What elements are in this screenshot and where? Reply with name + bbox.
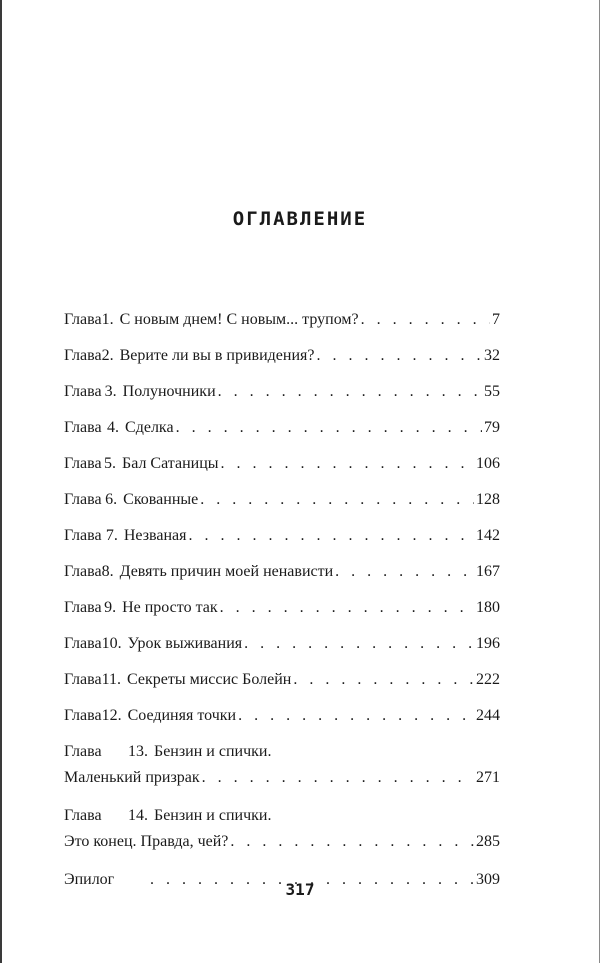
- toc-entry[interactable]: [64, 454, 500, 474]
- toc-entry[interactable]: [64, 634, 500, 654]
- toc-entry[interactable]: [64, 310, 500, 330]
- toc-entry[interactable]: [64, 526, 500, 546]
- page-number: 285: [476, 833, 500, 850]
- toc-entry[interactable]: [64, 418, 500, 438]
- leader-dots: [221, 454, 474, 474]
- chapter-number: 13.: [128, 743, 148, 760]
- leader-dots: [361, 310, 490, 330]
- entry-label: Глава: [64, 743, 102, 760]
- chapter-title: Бензин и спички.: [154, 743, 272, 760]
- chapter-number: 8.: [101, 563, 114, 580]
- table-of-contents: [64, 310, 500, 888]
- chapter-number: 12.: [101, 707, 122, 724]
- leader-dots: [244, 634, 474, 654]
- chapter-number: 6.: [105, 491, 118, 508]
- toc-entry[interactable]: [64, 346, 500, 366]
- entry-label: Эпилог: [64, 871, 115, 888]
- chapter-number: 5.: [104, 455, 117, 472]
- chapter-title: Сделка: [125, 419, 174, 436]
- entry-label: Глава: [64, 707, 102, 724]
- page-number: 32: [484, 347, 500, 364]
- leader-dots: [230, 832, 474, 852]
- entry-label: Глава: [64, 563, 102, 580]
- chapter-title: Не просто так: [122, 599, 218, 616]
- leader-dots: [316, 346, 482, 366]
- chapter-title: Секреты миссис Болейн: [126, 671, 292, 688]
- entry-label: Глава: [64, 527, 102, 544]
- entry-label: Глава: [64, 635, 102, 652]
- leader-dots: [176, 418, 482, 438]
- entry-label: Глава: [64, 383, 102, 400]
- entry-label: Глава: [64, 491, 102, 508]
- chapter-title: Скованные: [123, 491, 199, 508]
- toc-entry[interactable]: [64, 382, 500, 402]
- toc-entry[interactable]: [64, 490, 500, 510]
- page-number: 7: [492, 311, 500, 328]
- toc-entry[interactable]: [64, 706, 500, 726]
- chapter-title-continuation: Маленький призрак: [64, 769, 200, 786]
- chapter-number: 9.: [104, 599, 117, 616]
- leader-dots: [218, 382, 482, 402]
- toc-entry[interactable]: [64, 742, 500, 788]
- leader-dots: [202, 768, 474, 788]
- chapter-number: 14.: [128, 807, 148, 824]
- entry-label: Глава: [64, 455, 102, 472]
- toc-entry[interactable]: [64, 598, 500, 618]
- toc-entry[interactable]: [64, 806, 500, 852]
- chapter-title: Соединяя точки: [127, 707, 237, 724]
- chapter-title: Девять причин моей ненависти: [119, 563, 334, 580]
- chapter-title: Урок выживания: [127, 635, 243, 652]
- entry-label: Глава: [64, 419, 102, 436]
- page-number: 180: [476, 599, 500, 616]
- page-number: 271: [476, 769, 500, 786]
- chapter-number: 7.: [105, 527, 118, 544]
- leader-dots: [220, 598, 474, 618]
- chapter-number: 3.: [104, 383, 117, 400]
- page-number: 142: [476, 527, 500, 544]
- toc-entry[interactable]: [64, 670, 500, 690]
- chapter-title: Бал Сатаницы: [122, 455, 219, 472]
- chapter-number: 2.: [101, 347, 114, 364]
- page-number: 309: [476, 871, 500, 888]
- entry-label: Глава: [64, 311, 102, 328]
- chapter-number: 11.: [101, 671, 121, 688]
- chapter-number: 10.: [101, 635, 122, 652]
- leader-dots: [335, 562, 474, 582]
- page-number: 79: [484, 419, 500, 436]
- chapter-title: Бензин и спички.: [154, 807, 272, 824]
- page-number: 167: [476, 563, 500, 580]
- entry-label: Глава: [64, 671, 102, 688]
- chapter-title: Верите ли вы в привидения?: [119, 347, 315, 364]
- page-number: 196: [476, 635, 500, 652]
- chapter-title: С новым днем! С новым... трупом?: [119, 311, 359, 328]
- page-title: ОГЛАВЛЕНИЕ: [232, 208, 368, 230]
- page-number: 128: [476, 491, 500, 508]
- leader-dots: [238, 706, 474, 726]
- entry-label: Глава: [64, 347, 102, 364]
- page-folio-number: 317: [285, 880, 315, 899]
- page-left-edge: [0, 0, 2, 963]
- chapter-title: Незваная: [123, 527, 187, 544]
- chapter-number: 1.: [101, 311, 114, 328]
- page-number: 222: [476, 671, 500, 688]
- chapter-number: 4.: [107, 419, 120, 436]
- leader-dots: [188, 526, 474, 546]
- chapter-title: Полуночники: [122, 383, 216, 400]
- chapter-title-continuation: Это конец. Правда, чей?: [64, 833, 229, 850]
- page-number: 55: [484, 383, 500, 400]
- leader-dots: [200, 490, 474, 510]
- page-number: 244: [476, 707, 500, 724]
- toc-entry[interactable]: [64, 562, 500, 582]
- leader-dots: [293, 670, 474, 690]
- entry-label: Глава: [64, 599, 102, 616]
- entry-label: Глава: [64, 807, 102, 824]
- page-number: 106: [476, 455, 500, 472]
